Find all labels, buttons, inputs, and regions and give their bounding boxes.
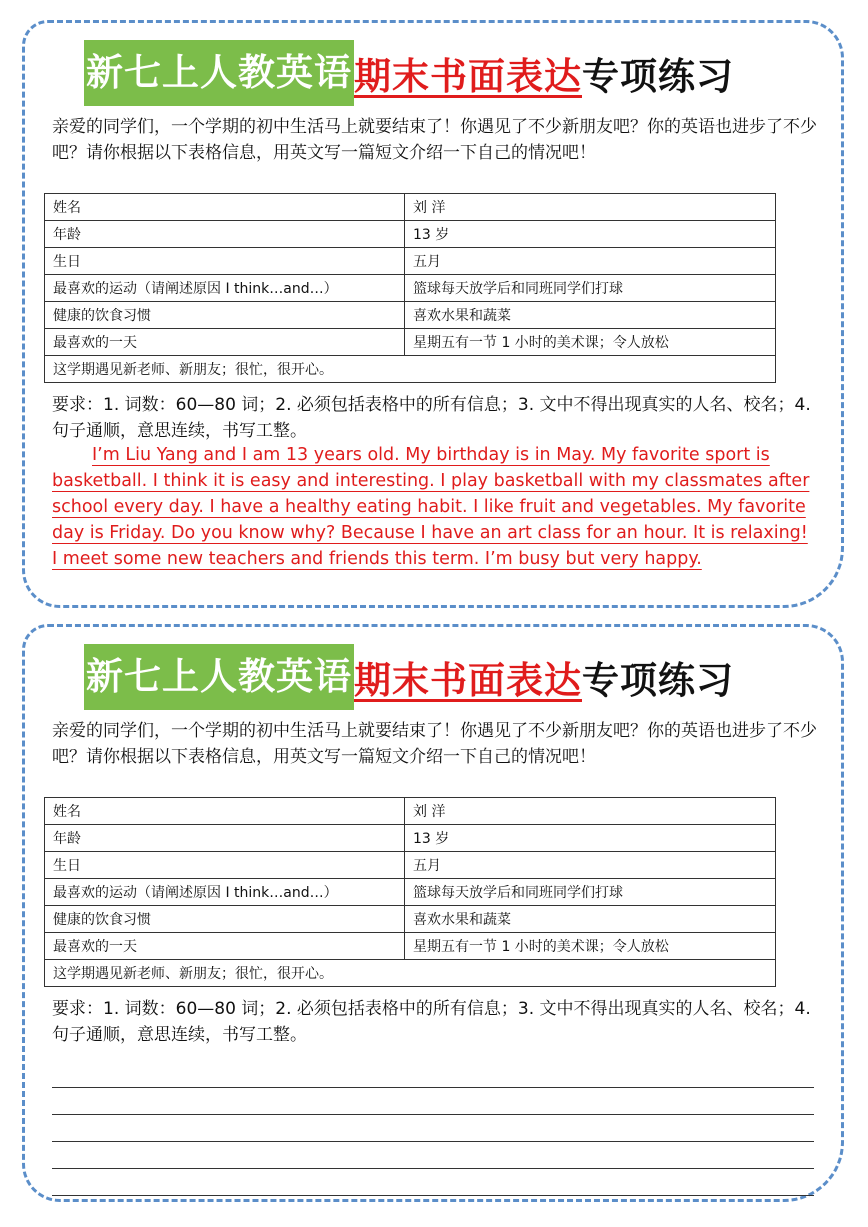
table-row	[45, 221, 776, 248]
sample-essay	[52, 442, 814, 572]
table-footer: 这学期遇见新老师、新朋友；很忙，很开心。	[45, 356, 776, 383]
table-row	[45, 798, 776, 825]
row-value: 星期五有一节 1 小时的美术课；令人放松	[405, 329, 776, 356]
table-footer-row	[45, 960, 776, 987]
requirements-text: 要求：1. 词数：60—80 词；2. 必须包括表格中的所有信息；3. 文中不得出现真实的人名、校名；4. 句子通顺，意思连续，书写工整。	[52, 999, 811, 1045]
essay-text: I’m Liu Yang and I am 13 years old. My birthday is in May. My favorite sport is basketball. I think it is easy and interesting. I play basketball with my classmates after school every day. I have a healthy eating habit. I like fruit and vegetables. My favorite day is Friday. Do you know why? Because I have an art class for an hour. It is relaxing! I meet some new teachers and friends this term. I’m busy but very happy.	[52, 445, 810, 569]
table-row	[45, 852, 776, 879]
table-footer: 这学期遇见新老师、新朋友；很忙，很开心。	[45, 960, 776, 987]
intro-paragraph: 亲爱的同学们，一个学期的初中生活马上就要结束了！你遇见了不少新朋友吧？你的英语也进步了不少吧？请你根据以下表格信息，用英文写一篇短文介绍一下自己的情况吧！	[52, 721, 817, 767]
table-row	[45, 194, 776, 221]
table-row	[45, 933, 776, 960]
row-value: 刘 洋	[405, 798, 776, 825]
row-label: 年龄	[45, 221, 405, 248]
row-label: 最喜欢的一天	[45, 933, 405, 960]
row-value: 星期五有一节 1 小时的美术课；令人放松	[405, 933, 776, 960]
row-value: 篮球每天放学后和同班同学们打球	[405, 275, 776, 302]
table-row	[45, 825, 776, 852]
row-label: 最喜欢的运动（请阐述原因 I think…and…）	[45, 275, 405, 302]
row-value: 13 岁	[405, 221, 776, 248]
row-label: 最喜欢的一天	[45, 329, 405, 356]
table-row	[45, 879, 776, 906]
row-label: 姓名	[45, 194, 405, 221]
row-label: 健康的饮食习惯	[45, 302, 405, 329]
table-row	[45, 302, 776, 329]
title-part-green: 新七上人教英语	[84, 644, 354, 710]
table-row	[45, 248, 776, 275]
row-value: 13 岁	[405, 825, 776, 852]
writing-line[interactable]	[52, 1169, 814, 1196]
row-value: 喜欢水果和蔬菜	[405, 302, 776, 329]
title-part-black: 专项练习	[582, 659, 734, 702]
writing-line[interactable]	[52, 1115, 814, 1142]
row-label: 生日	[45, 248, 405, 275]
row-label: 年龄	[45, 825, 405, 852]
title-part-red: 期末书面表达	[354, 55, 582, 98]
info-table	[44, 797, 776, 987]
table-row	[45, 906, 776, 933]
page-title	[84, 644, 734, 710]
writing-lines[interactable]	[52, 1061, 814, 1196]
row-label: 生日	[45, 852, 405, 879]
table-row	[45, 275, 776, 302]
row-value: 刘 洋	[405, 194, 776, 221]
row-label: 姓名	[45, 798, 405, 825]
info-table	[44, 193, 776, 383]
writing-line[interactable]	[52, 1142, 814, 1169]
row-value: 喜欢水果和蔬菜	[405, 906, 776, 933]
title-part-green: 新七上人教英语	[84, 40, 354, 106]
page-title	[84, 40, 734, 106]
writing-line[interactable]	[52, 1088, 814, 1115]
requirements-text: 要求：1. 词数：60—80 词；2. 必须包括表格中的所有信息；3. 文中不得出现真实的人名、校名；4. 句子通顺，意思连续，书写工整。	[52, 395, 811, 441]
row-label: 最喜欢的运动（请阐述原因 I think…and…）	[45, 879, 405, 906]
title-part-black: 专项练习	[582, 55, 734, 98]
intro-paragraph: 亲爱的同学们，一个学期的初中生活马上就要结束了！你遇见了不少新朋友吧？你的英语也进步了不少吧？请你根据以下表格信息，用英文写一篇短文介绍一下自己的情况吧！	[52, 117, 817, 163]
table-footer-row	[45, 356, 776, 383]
row-value: 五月	[405, 248, 776, 275]
title-part-red: 期末书面表达	[354, 659, 582, 702]
row-value: 五月	[405, 852, 776, 879]
table-row	[45, 329, 776, 356]
writing-line[interactable]	[52, 1061, 814, 1088]
row-value: 篮球每天放学后和同班同学们打球	[405, 879, 776, 906]
row-label: 健康的饮食习惯	[45, 906, 405, 933]
